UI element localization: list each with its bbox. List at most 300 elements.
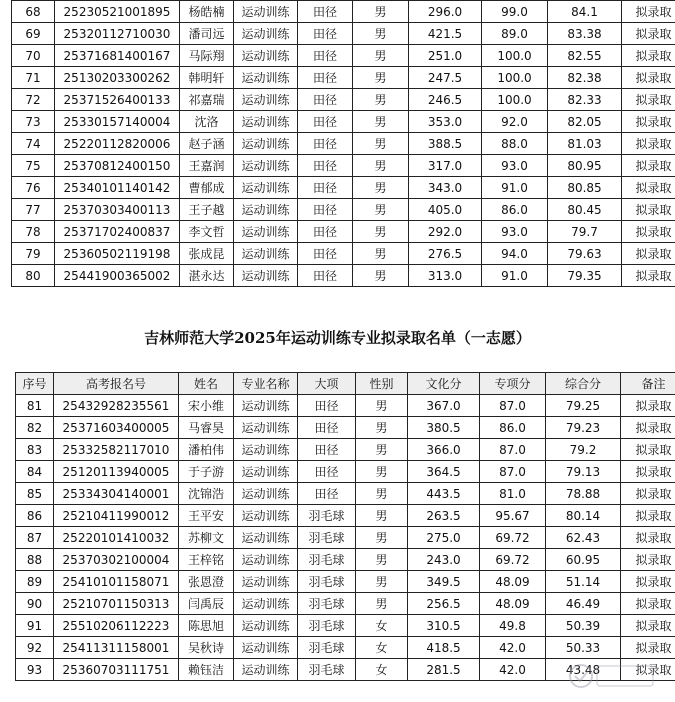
table-row [12,133,675,155]
table-cell: 田径 [298,67,353,89]
table-cell: 运动训练 [234,571,298,593]
table-cell: 343.0 [409,177,482,199]
table-cell: 田径 [298,461,356,483]
table-cell: 曹郁成 [180,177,234,199]
table-cell: 79.2 [546,439,621,461]
table-cell: 79.25 [546,395,621,417]
table-row [12,23,675,45]
table-cell: 男 [356,571,408,593]
table-row [16,637,675,659]
table-cell: 86 [16,505,54,527]
table-cell: 80.95 [548,155,622,177]
table-cell: 于子游 [179,461,234,483]
table-cell: 48.09 [480,593,546,615]
table-cell: 男 [353,23,409,45]
table-cell: 羽毛球 [298,549,356,571]
table-cell: 42.0 [480,637,546,659]
table-cell: 拟录取 [622,177,675,199]
table-cell: 92.0 [482,111,548,133]
table-cell: 69 [12,23,55,45]
table-cell: 25210411990012 [54,505,179,527]
table-cell: 杨皓楠 [180,1,234,23]
table-cell: 380.5 [408,417,480,439]
table-cell: 拟录取 [621,571,675,593]
table-cell: 拟录取 [621,417,675,439]
table-row [12,199,675,221]
table-cell: 运动训练 [234,659,298,681]
table-cell: 263.5 [408,505,480,527]
table-cell: 运动训练 [234,505,298,527]
table-cell: 王梓铭 [179,549,234,571]
table-cell: 男 [356,417,408,439]
table-cell: 92 [16,637,54,659]
table-cell: 82.33 [548,89,622,111]
table-cell: 运动训练 [234,461,298,483]
table-cell: 运动训练 [234,265,298,287]
table-cell: 男 [356,439,408,461]
table-cell: 73 [12,111,55,133]
watermark-logo [567,660,657,692]
table-cell: 25371681400167 [55,45,180,67]
table-cell: 82 [16,417,54,439]
table-cell: 25220112820006 [55,133,180,155]
table-cell: 79 [12,243,55,265]
table-cell: 51.14 [546,571,621,593]
table-cell: 运动训练 [234,417,298,439]
table-cell: 25432928235561 [54,395,179,417]
table-cell: 25360502119198 [55,243,180,265]
table-cell: 男 [353,89,409,111]
table-cell: 25371603400005 [54,417,179,439]
table-cell: 羽毛球 [298,659,356,681]
table-cell: 25220101410032 [54,527,179,549]
table-cell: 89.0 [482,23,548,45]
table-cell: 田径 [298,1,353,23]
table-cell: 田径 [298,177,353,199]
table-cell: 男 [356,527,408,549]
table-cell: 拟录取 [622,133,675,155]
table-row [16,549,675,571]
table-cell: 运动训练 [234,483,298,505]
column-header: 综合分 [546,373,621,395]
table-cell: 25360703111751 [54,659,179,681]
table-cell: 83.38 [548,23,622,45]
table-cell: 羽毛球 [298,505,356,527]
table-cell: 女 [356,615,408,637]
table-row [12,1,675,23]
table-cell: 男 [353,67,409,89]
table-cell: 405.0 [409,199,482,221]
table-cell: 247.5 [409,67,482,89]
table-cell: 99.0 [482,1,548,23]
table-cell: 93.0 [482,221,548,243]
table-cell: 拟录取 [621,439,675,461]
table-cell: 男 [353,133,409,155]
table-cell: 48.09 [480,571,546,593]
table-cell: 宋小维 [179,395,234,417]
table-cell: 100.0 [482,89,548,111]
table-cell: 湛永达 [180,265,234,287]
table-cell: 拟录取 [621,593,675,615]
column-header: 大项 [298,373,356,395]
table-cell: 运动训练 [234,199,298,221]
table-cell: 田径 [298,221,353,243]
table-cell: 75 [12,155,55,177]
table-cell: 羽毛球 [298,571,356,593]
table-row [12,67,675,89]
column-header: 专项分 [480,373,546,395]
table-cell: 79.63 [548,243,622,265]
table-cell: 男 [353,243,409,265]
table-cell: 86.0 [482,199,548,221]
table-row [16,527,675,549]
table-row [12,111,675,133]
table-cell: 运动训练 [234,395,298,417]
table-cell: 87.0 [480,439,546,461]
table-cell: 86.0 [480,417,546,439]
table-cell: 421.5 [409,23,482,45]
table-cell: 296.0 [409,1,482,23]
table-cell: 364.5 [408,461,480,483]
table-cell: 91.0 [482,177,548,199]
table-cell: 83 [16,439,54,461]
table-cell: 羽毛球 [298,593,356,615]
table-cell: 25320112710030 [55,23,180,45]
table-cell: 70 [12,45,55,67]
table-cell: 运动训练 [234,593,298,615]
column-header: 姓名 [179,373,234,395]
table-cell: 王嘉润 [180,155,234,177]
table-cell: 388.5 [409,133,482,155]
table-cell: 50.33 [546,637,621,659]
table-cell: 拟录取 [622,23,675,45]
table-cell: 男 [353,111,409,133]
table-row [12,265,675,287]
table-cell: 50.39 [546,615,621,637]
table-cell: 87.0 [480,461,546,483]
table-cell: 25371526400133 [55,89,180,111]
table-row [16,439,675,461]
table-cell: 443.5 [408,483,480,505]
table-cell: 马睿昊 [179,417,234,439]
table-cell: 男 [353,221,409,243]
table-cell: 78.88 [546,483,621,505]
table-cell: 男 [356,505,408,527]
table-cell: 田径 [298,111,353,133]
table-cell: 69.72 [480,527,546,549]
column-header: 备注 [621,373,675,395]
column-header: 高考报名号 [54,373,179,395]
table-cell: 拟录取 [622,111,675,133]
table-cell: 男 [353,199,409,221]
table-cell: 李文哲 [180,221,234,243]
table-cell: 拟录取 [622,199,675,221]
table-cell: 田径 [298,133,353,155]
table-cell: 76 [12,177,55,199]
table-cell: 田径 [298,483,356,505]
table-cell: 运动训练 [234,637,298,659]
page-title: 吉林师范大学2025年运动训练专业拟录取名单（一志愿） [144,329,531,347]
table-cell: 80.85 [548,177,622,199]
table-cell: 82.38 [548,67,622,89]
column-header: 文化分 [408,373,480,395]
table-cell: 女 [356,659,408,681]
table-cell: 25330157140004 [55,111,180,133]
table-cell: 女 [356,637,408,659]
table-cell: 田径 [298,265,353,287]
table-cell: 85 [16,483,54,505]
table-cell: 71 [12,67,55,89]
table-cell: 羽毛球 [298,615,356,637]
table-cell: 田径 [298,243,353,265]
table-cell: 田径 [298,23,353,45]
table-cell: 60.95 [546,549,621,571]
table-cell: 沈洛 [180,111,234,133]
table-cell: 拟录取 [621,659,675,681]
table-cell: 90 [16,593,54,615]
table-cell: 84.1 [548,1,622,23]
table-cell: 91.0 [482,265,548,287]
table-cell: 拟录取 [622,45,675,67]
table-cell: 80 [12,265,55,287]
table-cell: 25371702400837 [55,221,180,243]
table-cell: 93 [16,659,54,681]
table-cell: 93.0 [482,155,548,177]
table-row [16,571,675,593]
table-cell: 88 [16,549,54,571]
table-cell: 运动训练 [234,155,298,177]
table-cell: 281.5 [408,659,480,681]
table-cell: 79.35 [548,265,622,287]
table-cell: 100.0 [482,67,548,89]
column-header: 专业名称 [234,373,298,395]
table-cell: 25510206112223 [54,615,179,637]
table-cell: 田径 [298,45,353,67]
table-cell: 男 [356,483,408,505]
table-row [16,395,675,417]
table-cell: 25370303400113 [55,199,180,221]
table-cell: 25441900365002 [55,265,180,287]
table-cell: 潘司远 [180,23,234,45]
table-row [16,417,675,439]
table-cell: 77 [12,199,55,221]
table-row [12,89,675,111]
table-cell: 运动训练 [234,243,298,265]
table-cell: 运动训练 [234,1,298,23]
table-cell: 88.0 [482,133,548,155]
table-cell: 276.5 [409,243,482,265]
table-cell: 25370302100004 [54,549,179,571]
table-cell: 祁嘉瑞 [180,89,234,111]
table-row [16,483,675,505]
table-cell: 张成昆 [180,243,234,265]
table-cell: 353.0 [409,111,482,133]
table-cell: 闫禹辰 [179,593,234,615]
table-cell: 拟录取 [622,243,675,265]
table-cell: 张恩澄 [179,571,234,593]
table-cell: 王子越 [180,199,234,221]
table-cell: 366.0 [408,439,480,461]
table-cell: 25130203300262 [55,67,180,89]
table-cell: 418.5 [408,637,480,659]
table-cell: 拟录取 [622,265,675,287]
table-cell: 男 [353,155,409,177]
table-cell: 82.05 [548,111,622,133]
table-cell: 94.0 [482,243,548,265]
column-header: 序号 [16,373,54,395]
table-cell: 田径 [298,155,353,177]
table-cell: 运动训练 [234,439,298,461]
table-cell: 马际翔 [180,45,234,67]
table-cell: 男 [353,45,409,67]
table-cell: 拟录取 [621,615,675,637]
table-cell: 田径 [298,89,353,111]
table-cell: 运动训练 [234,615,298,637]
table-cell: 95.67 [480,505,546,527]
table-cell: 运动训练 [234,111,298,133]
table-cell: 243.0 [408,549,480,571]
table-cell: 运动训练 [234,177,298,199]
table-row [12,45,675,67]
table-cell: 82.55 [548,45,622,67]
column-header: 性别 [356,373,408,395]
table-cell: 80.14 [546,505,621,527]
table-cell: 25410101158071 [54,571,179,593]
table-row [16,505,675,527]
table-cell: 拟录取 [622,155,675,177]
table-cell: 拟录取 [621,549,675,571]
table-cell: 拟录取 [621,527,675,549]
table-cell: 292.0 [409,221,482,243]
table-row [12,155,675,177]
table-cell: 100.0 [482,45,548,67]
table-cell: 25210701150313 [54,593,179,615]
table-cell: 349.5 [408,571,480,593]
table-cell: 田径 [298,417,356,439]
table-cell: 羽毛球 [298,527,356,549]
table-cell: 251.0 [409,45,482,67]
table-cell: 田径 [298,395,356,417]
table-cell: 羽毛球 [298,637,356,659]
table-cell: 赖钰洁 [179,659,234,681]
table-cell: 79.13 [546,461,621,483]
table-cell: 男 [356,593,408,615]
table-cell: 69.72 [480,549,546,571]
table-cell: 吴秋诗 [179,637,234,659]
table-cell: 男 [353,177,409,199]
table-cell: 68 [12,1,55,23]
table-cell: 313.0 [409,265,482,287]
table-cell: 25230521001895 [55,1,180,23]
table-cell: 沈锦浩 [179,483,234,505]
table-cell: 拟录取 [621,637,675,659]
table-cell: 运动训练 [234,89,298,111]
table-row [16,615,675,637]
table-row [12,221,675,243]
table-cell: 46.49 [546,593,621,615]
table-cell: 246.5 [409,89,482,111]
table-header-row [16,373,675,395]
watermark-icon [567,660,657,692]
table-cell: 运动训练 [234,133,298,155]
table-cell: 25411311158001 [54,637,179,659]
table-cell: 317.0 [409,155,482,177]
table-cell: 62.43 [546,527,621,549]
table-cell: 81.03 [548,133,622,155]
table-cell: 25334304140001 [54,483,179,505]
table-cell: 25370812400150 [55,155,180,177]
table-cell: 91 [16,615,54,637]
table-cell: 拟录取 [621,505,675,527]
table-cell: 72 [12,89,55,111]
table-cell: 男 [353,265,409,287]
table-cell: 79.23 [546,417,621,439]
table-cell: 275.0 [408,527,480,549]
table-cell: 运动训练 [234,549,298,571]
table-cell: 87.0 [480,395,546,417]
table-cell: 运动训练 [234,221,298,243]
table-row [12,243,675,265]
table-cell: 运动训练 [234,45,298,67]
table-cell: 42.0 [480,659,546,681]
table-cell: 运动训练 [234,527,298,549]
table-cell: 78 [12,221,55,243]
table-cell: 田径 [298,439,356,461]
table-cell: 89 [16,571,54,593]
table-cell: 韩明轩 [180,67,234,89]
table-cell: 81.0 [480,483,546,505]
table-cell: 运动训练 [234,23,298,45]
table-cell: 367.0 [408,395,480,417]
table-cell: 潘柏伟 [179,439,234,461]
table-row [12,177,675,199]
table-cell: 79.7 [548,221,622,243]
table-cell: 男 [356,461,408,483]
table-cell: 25340101140142 [55,177,180,199]
table-cell: 拟录取 [622,1,675,23]
admission-table [15,372,675,681]
table-cell: 男 [353,1,409,23]
table-cell: 赵子涵 [180,133,234,155]
table-cell: 拟录取 [622,221,675,243]
table-cell: 拟录取 [622,67,675,89]
table-cell: 256.5 [408,593,480,615]
table-cell: 87 [16,527,54,549]
table-cell: 男 [356,549,408,571]
table-cell: 84 [16,461,54,483]
table-cell: 拟录取 [622,89,675,111]
table-cell: 陈思旭 [179,615,234,637]
table-row [16,593,675,615]
table-cell: 25332582117010 [54,439,179,461]
table-cell: 田径 [298,199,353,221]
table-cell: 80.45 [548,199,622,221]
table-cell: 81 [16,395,54,417]
table-cell: 49.8 [480,615,546,637]
table-cell: 男 [356,395,408,417]
table-cell: 74 [12,133,55,155]
table-cell: 运动训练 [234,67,298,89]
table-cell: 王平安 [179,505,234,527]
table-cell: 拟录取 [621,483,675,505]
table-cell: 拟录取 [621,395,675,417]
table-cell: 25120113940005 [54,461,179,483]
admission-table-continued [11,0,675,287]
table-cell: 310.5 [408,615,480,637]
table-cell: 苏柳文 [179,527,234,549]
table-cell: 拟录取 [621,461,675,483]
table-row [16,461,675,483]
